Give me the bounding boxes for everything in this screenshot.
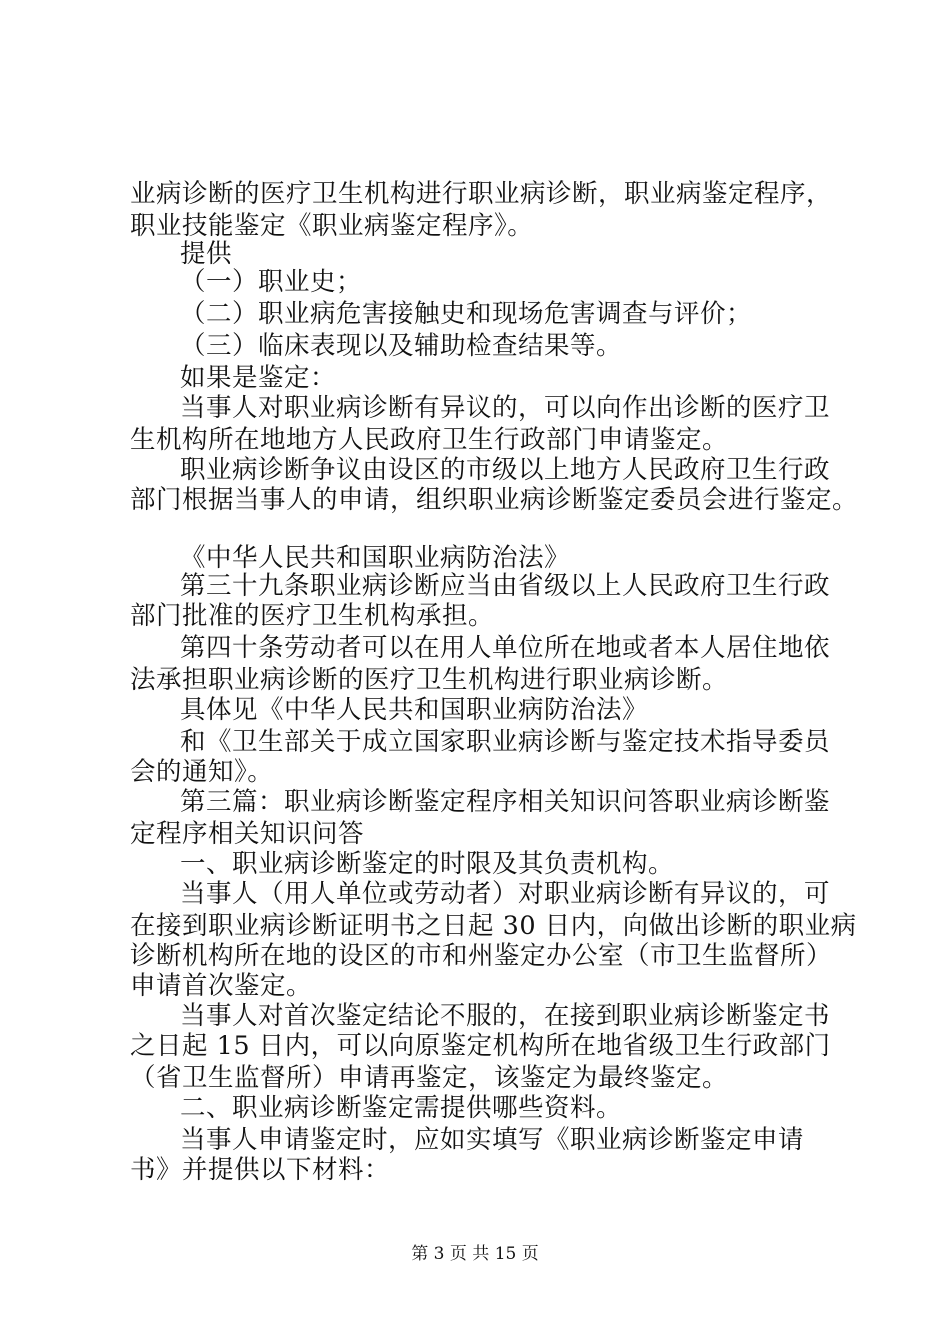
text-line: （三）临床表现以及辅助检查结果等。 xyxy=(180,331,623,361)
text-line: 和《卫生部关于成立国家职业病诊断与鉴定技术指导委员 xyxy=(180,727,831,757)
text-line: 第三十九条职业病诊断应当由省级以上人民政府卫生行政 xyxy=(180,571,831,601)
text-line: 定程序相关知识问答 xyxy=(130,819,365,849)
text-line: 职业病诊断争议由设区的市级以上地方人民政府卫生行政 xyxy=(180,455,831,485)
text-line: 第四十条劳动者可以在用人单位所在地或者本人居住地依 xyxy=(180,633,831,663)
text-line: 二、职业病诊断鉴定需提供哪些资料。 xyxy=(180,1093,623,1123)
page-number-footer: 第 3 页 共 15 页 xyxy=(411,1244,539,1264)
text-line: 在接到职业病诊断证明书之日起 30 日内，向做出诊断的职业病 xyxy=(130,911,857,941)
text-line: 当事人对首次鉴定结论不服的，在接到职业病诊断鉴定书 xyxy=(180,1001,831,1031)
text-line: 部门批准的医疗卫生机构承担。 xyxy=(130,601,495,631)
text-line: 业病诊断的医疗卫生机构进行职业病诊断，职业病鉴定程序， xyxy=(130,179,833,209)
text-line: 《中华人民共和国职业病防治法》 xyxy=(180,543,571,573)
text-line: 当事人（用人单位或劳动者）对职业病诊断有异议的，可 xyxy=(180,879,831,909)
text-line: 当事人对职业病诊断有异议的，可以向作出诊断的医疗卫 xyxy=(180,393,831,423)
text-line: 如果是鉴定： xyxy=(180,363,337,393)
text-line: 书》并提供以下材料： xyxy=(130,1155,391,1185)
text-line: （省卫生监督所）申请再鉴定，该鉴定为最终鉴定。 xyxy=(130,1063,729,1093)
text-line: 之日起 15 日内，可以向原鉴定机构所在地省级卫生行政部门 xyxy=(130,1031,831,1061)
text-line: 生机构所在地地方人民政府卫生行政部门申请鉴定。 xyxy=(130,425,729,455)
text-line: （一）职业史； xyxy=(180,267,363,297)
text-line: 部门根据当事人的申请，组织职业病诊断鉴定委员会进行鉴定。 xyxy=(130,485,859,515)
text-line: 一、职业病诊断鉴定的时限及其负责机构。 xyxy=(180,849,675,879)
text-line: 当事人申请鉴定时，应如实填写《职业病诊断鉴定申请 xyxy=(180,1125,805,1155)
text-line: 申请首次鉴定。 xyxy=(130,971,313,1001)
text-line: 会的通知》。 xyxy=(130,757,274,787)
text-line: 具体见《中华人民共和国职业病防治法》 xyxy=(180,695,649,725)
text-line: 诊断机构所在地的设区的市和州鉴定办公室（市卫生监督所） xyxy=(130,941,833,971)
text-line: 法承担职业病诊断的医疗卫生机构进行职业病诊断。 xyxy=(130,665,729,695)
text-line: （二）职业病危害接触史和现场危害调查与评价； xyxy=(180,299,753,329)
text-line: 职业技能鉴定《职业病鉴定程序》。 xyxy=(130,211,534,241)
text-line: 提供 xyxy=(180,239,233,269)
text-line: 第三篇：职业病诊断鉴定程序相关知识问答职业病诊断鉴 xyxy=(180,787,831,817)
